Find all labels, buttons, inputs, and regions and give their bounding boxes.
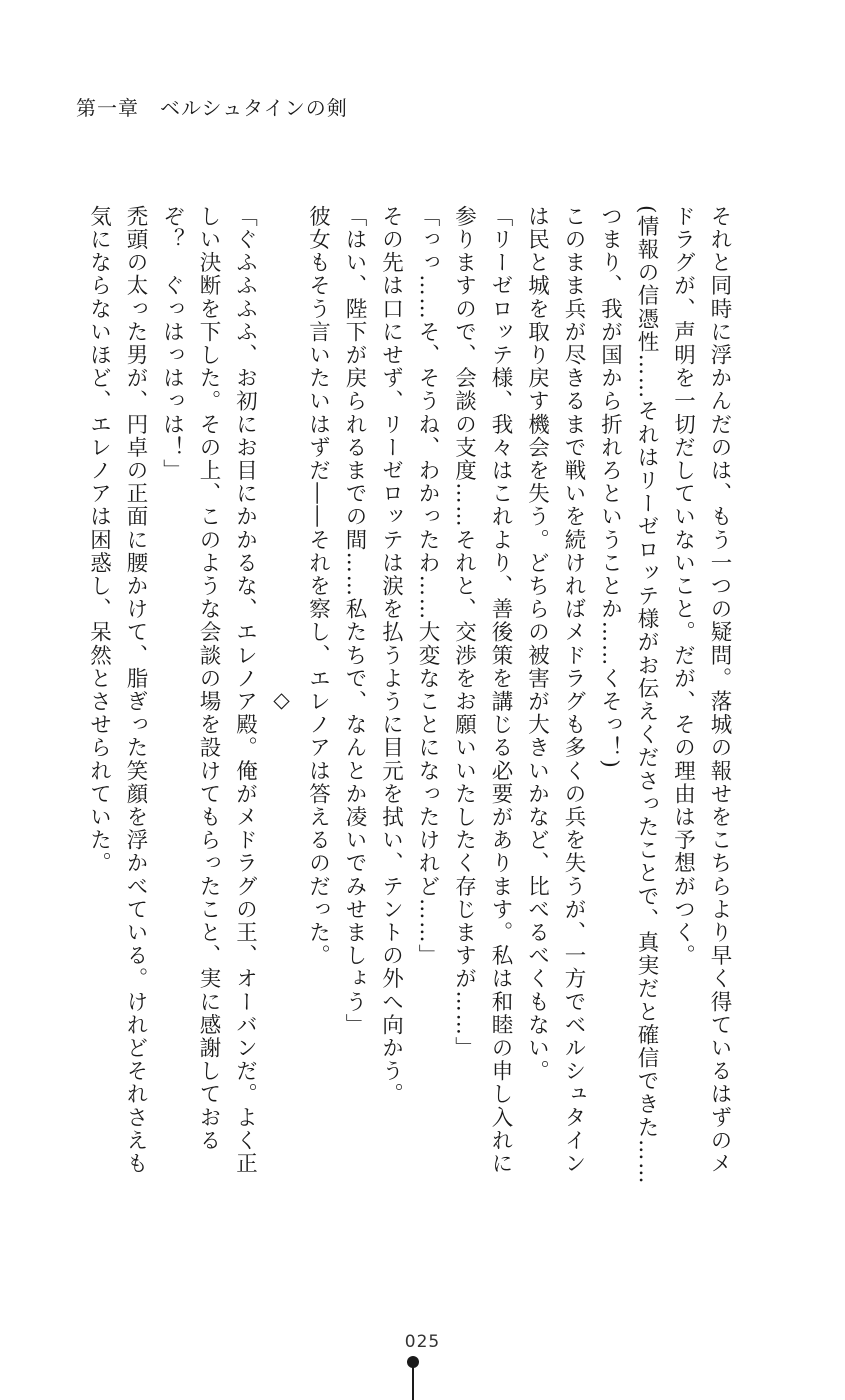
paragraph: 「ぐふふふふ、お初にお目にかかるな、エレノア殿。俺がメドラグの王、オーバンだ。よく正しい決断を下した。その上、このような会談の場を設けてもらったこと、実に感謝しておるぞ？ ぐっはっはっは！」 bbox=[159, 205, 258, 1176]
page-number: 025 bbox=[404, 1332, 441, 1352]
scene-break-diamond-icon: ◇ bbox=[269, 687, 294, 713]
paragraph: それと同時に浮かんだのは、もう一つの疑問。落城の報せをこちらより早く得ているはずのメドラグが、声明を一切だしていないこと。だが、その理由は予想がつく。 bbox=[670, 205, 732, 1176]
paragraph: 「はい、陛下が戻られるまでの間……私たちで、なんとか凌いでみせましょう」 bbox=[342, 205, 367, 1037]
body-text bbox=[77, 205, 737, 1195]
paragraph: このまま兵が尽きるまで戦いを続ければメドラグも多くの兵を失うが、一方でベルシュタインは民と城を取り戻す機会を失う。どちらの被害が大きいかなど、比べるべくもない。 bbox=[524, 205, 586, 1176]
paragraph: (情報の信憑性……それはリーゼロッテ様がお伝えくださったことで、真実だと確信できた……つまり、我が国から折れろということか……くそっ！) bbox=[597, 205, 659, 1186]
paragraph: その先は口にせず、リーゼロッテは涙を払うように目元を拭い、テントの外へ向かう。 bbox=[378, 205, 404, 1106]
paragraph: 彼女もそう言いたいはずだ――それを察し、エレノアは答えるのだった。 bbox=[305, 205, 331, 968]
paragraph: 「リーゼロッテ様、我々はこれより、善後策を講じる必要があります。私は和睦の申し入れに参りますので、会談の支度……それと、交渉をお願いいたしたく存じますが……」 bbox=[451, 205, 513, 1176]
running-head: 第一章 ベルシュタインの剣 bbox=[76, 96, 348, 120]
paragraph: 禿頭の太った男が、円卓の正面に腰かけて、脂ぎった笑顔を浮かべている。けれどそれさえも気にならないほど、エレノアは困惑し、呆然とさせられていた。 bbox=[86, 205, 148, 1176]
paragraph: 「っっ……そ、そうね、わかったわ……大変なことになったけれど……」 bbox=[415, 205, 440, 968]
folio-line bbox=[412, 1367, 414, 1400]
